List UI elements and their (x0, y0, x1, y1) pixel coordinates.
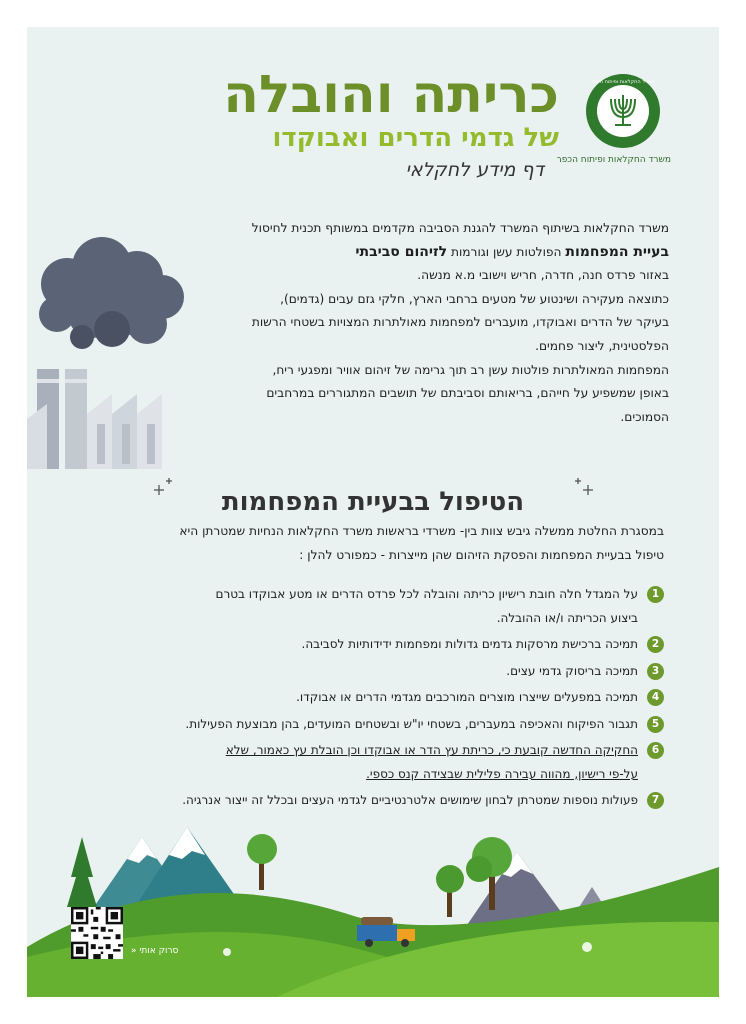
flyer-sheet (27, 27, 719, 997)
number-badge: 1 (647, 586, 664, 603)
intro-line (199, 241, 669, 265)
number-badge: 5 (647, 716, 664, 733)
page-title: כריתה והובלה (223, 65, 559, 125)
list-item (44, 713, 664, 737)
list-item-text: תמיכה בריסוק גדמי עצים. (506, 663, 638, 678)
list-item-text: תמיכה ברכישת מרסקות גדמים גדולות ומפחמות ידידותיות לסביבה. (301, 637, 638, 651)
section-line: במסגרת החלטת ממשלה גיבש צוות בין- משרדי בראשות משרד החקלאות הנחיות שמטרתן היא (179, 524, 664, 538)
intro-text (199, 217, 669, 429)
list-item-text: פעולות נוספות שמטרתן לבחון שימושים אלטרנטיביים לגדמי העצים ובכלל זה ייצור אנרגיה. (182, 793, 638, 807)
intro-line: המפחמות המאולתרות פולטות עשן רב תוך גרימה של זיהום אוויר ומפגעי ריח, (272, 362, 669, 377)
factory-smoke-illustration (27, 229, 207, 469)
intro-line: משרד החקלאות בשיתוף המשרד להגנת הסביבה מקדמים במשותף תכנית לחיסול (251, 221, 669, 235)
section-intro (64, 519, 664, 567)
list-item-text: על-פי רישיון, מהווה עבירה פלילית שבצידה קנס כספי. (366, 766, 638, 781)
section-title: הטיפול בבעיית המפחמות (221, 487, 525, 517)
list-item-text: על המגדל חלה חובת רישיון כריתה והובלה לכל פרדס הדרים או מטע אבוקדו בטרם (215, 587, 638, 601)
list-item-text: ביצוע הכריתה ו/או ההובלה. (496, 610, 638, 625)
section-line: טיפול בבעיית המפחמות והפסקת הזיהום שהן מייצרות - כמפורט להלן : (299, 548, 664, 562)
number-badge: 7 (647, 792, 664, 809)
number-badge: 2 (647, 636, 664, 653)
list-item (44, 633, 664, 657)
list-item (44, 686, 664, 710)
number-badge: 3 (647, 663, 664, 680)
intro-line: בעיקר של הדרים ואבוקדו, מועברים למפחמות מאולתרות המצויות בשטחי הרשות (251, 315, 669, 330)
ministry-caption: משרד החקלאות ופיתוח הכפר (556, 155, 671, 165)
number-badge: 4 (647, 689, 664, 706)
list-item-text: החקיקה החדשה קובעת כי, כריתת עץ הדר או אבוקדו וכן הובלת עץ כאמור, שלא (225, 743, 638, 757)
intro-line: הסמוכים. (620, 409, 669, 424)
list-item (44, 739, 664, 786)
highlight-text: בעיית המפחמות (565, 243, 669, 260)
page-subtitle: של גדמי הדרים ואבוקדו (272, 123, 559, 153)
intro-line: באזור פרדס חנה, חדרה, חריש וישובי מ.א מנשה. (417, 268, 669, 283)
logo-ring-text: משרד החקלאות ופיתוח הכפר (591, 79, 655, 85)
ministry-logo (585, 73, 661, 149)
scan-me-label: סרוק אותי « (131, 946, 179, 956)
intro-line: כתוצאה מעקירה ושינטוע של מטעים ברחבי הארץ, חלקי גזם עבים (גדמים), (280, 291, 669, 306)
list-item-text: תגבור הפיקוח והאכיפה במעברים, בשטחי יו"ש ובשטחים המועדים, בהן מבוצעת הפעילות. (185, 716, 638, 731)
measures-list (44, 583, 664, 816)
intro-line: באופן שמשפיע על חייהם, בריאותם וסביבתם של תושבים המתגוררים במרחבים (266, 386, 669, 401)
landscape-illustration (27, 797, 719, 997)
intro-line: הפלסטינית, ליצור פחמים. (535, 338, 669, 353)
sparkle-icon (569, 475, 597, 503)
page-tagline: דף מידע לחקלאי (405, 159, 544, 181)
qr-code[interactable] (71, 907, 123, 959)
list-item (44, 660, 664, 684)
intro-span: הפולטות עשן וגורמות (447, 244, 566, 259)
list-item (44, 583, 664, 630)
number-badge: 6 (647, 742, 664, 759)
list-item-text: תמיכה במפעלים שייצרו מוצרים המורכבים מגדמי הדרים או אבוקדו. (296, 690, 638, 704)
highlight-text: לזיהום סביבתי (355, 243, 448, 260)
